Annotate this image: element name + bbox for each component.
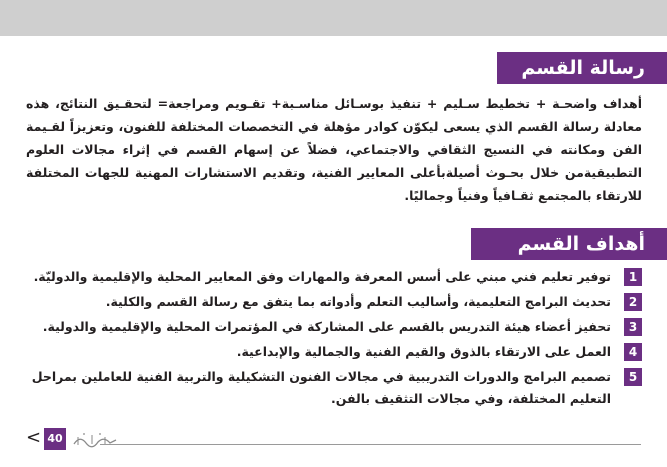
list-item	[26, 316, 642, 338]
list-item	[26, 366, 642, 410]
item-text: تصميم البرامج والدورات التدريبية في مجالات الفنون التشكيلية والتربية الفنية للعاملين بمراحل التعليم المختلفة، وفي مجالات التثقيف بالفن.	[31, 369, 611, 406]
mission-paragraph: أهداف واضحـة + تخطيط سـليم + تنفيذ بوسـائل مناسـبة+ تقـويم ومراجعة= لتحقـيق النتائج، هذه معادلة رسالة القسم الذي يسعى ليكوّن كوادر مؤهلة في التخصصات المختلفة للفنون، وتعزيزاً لقـيمة الفن ومكانته في النسيج الثقافي والاجتماعي، فضلاً عن إسهام القسم في إثراء مجالات العلوم التطبيقيةمن خلال بحـوث أصيلةبأعلى المعايير الفنية، وتقديم الاستشارات المهنية للجهات المختلفة للارتقاء بالمجتمع ثقـافياً وفنياً وجماليًا.	[26, 96, 642, 203]
item-number-badge: 3	[624, 318, 642, 336]
item-number-badge: 4	[624, 343, 642, 361]
chevron-left-icon[interactable]: <	[26, 427, 42, 448]
page-number: 40	[44, 428, 66, 450]
item-text: تحديث البرامج التعليمية، وأساليب التعلم وأدواته بما يتفق مع رسالة القسم والكلية.	[105, 294, 611, 309]
item-number-badge: 5	[624, 368, 642, 386]
top-gray-band	[0, 0, 667, 36]
item-text: العمل على الارتقاء بالذوق والقيم الفنية والجمالية والإبداعية.	[236, 344, 611, 359]
list-item	[26, 341, 642, 363]
item-text: تحفيز أعضاء هيئة التدريس بالقسم على المشاركة في المؤتمرات المحلية والإقليمية والدولية.	[42, 319, 611, 334]
department-logo	[72, 431, 118, 448]
goals-list	[26, 266, 642, 413]
item-text: توفير تعليم فني مبني على أسس المعرفة والمهارات وفق المعايير المحلية والإقليمية والدوليّة.	[33, 269, 611, 284]
item-number-badge: 2	[624, 293, 642, 311]
item-number-badge: 1	[624, 268, 642, 286]
list-item	[26, 266, 642, 288]
section-heading-mission: رسالة القسم	[497, 52, 667, 84]
footer-divider	[100, 444, 641, 445]
list-item	[26, 291, 642, 313]
section-heading-goals: أهداف القسم	[471, 228, 667, 260]
